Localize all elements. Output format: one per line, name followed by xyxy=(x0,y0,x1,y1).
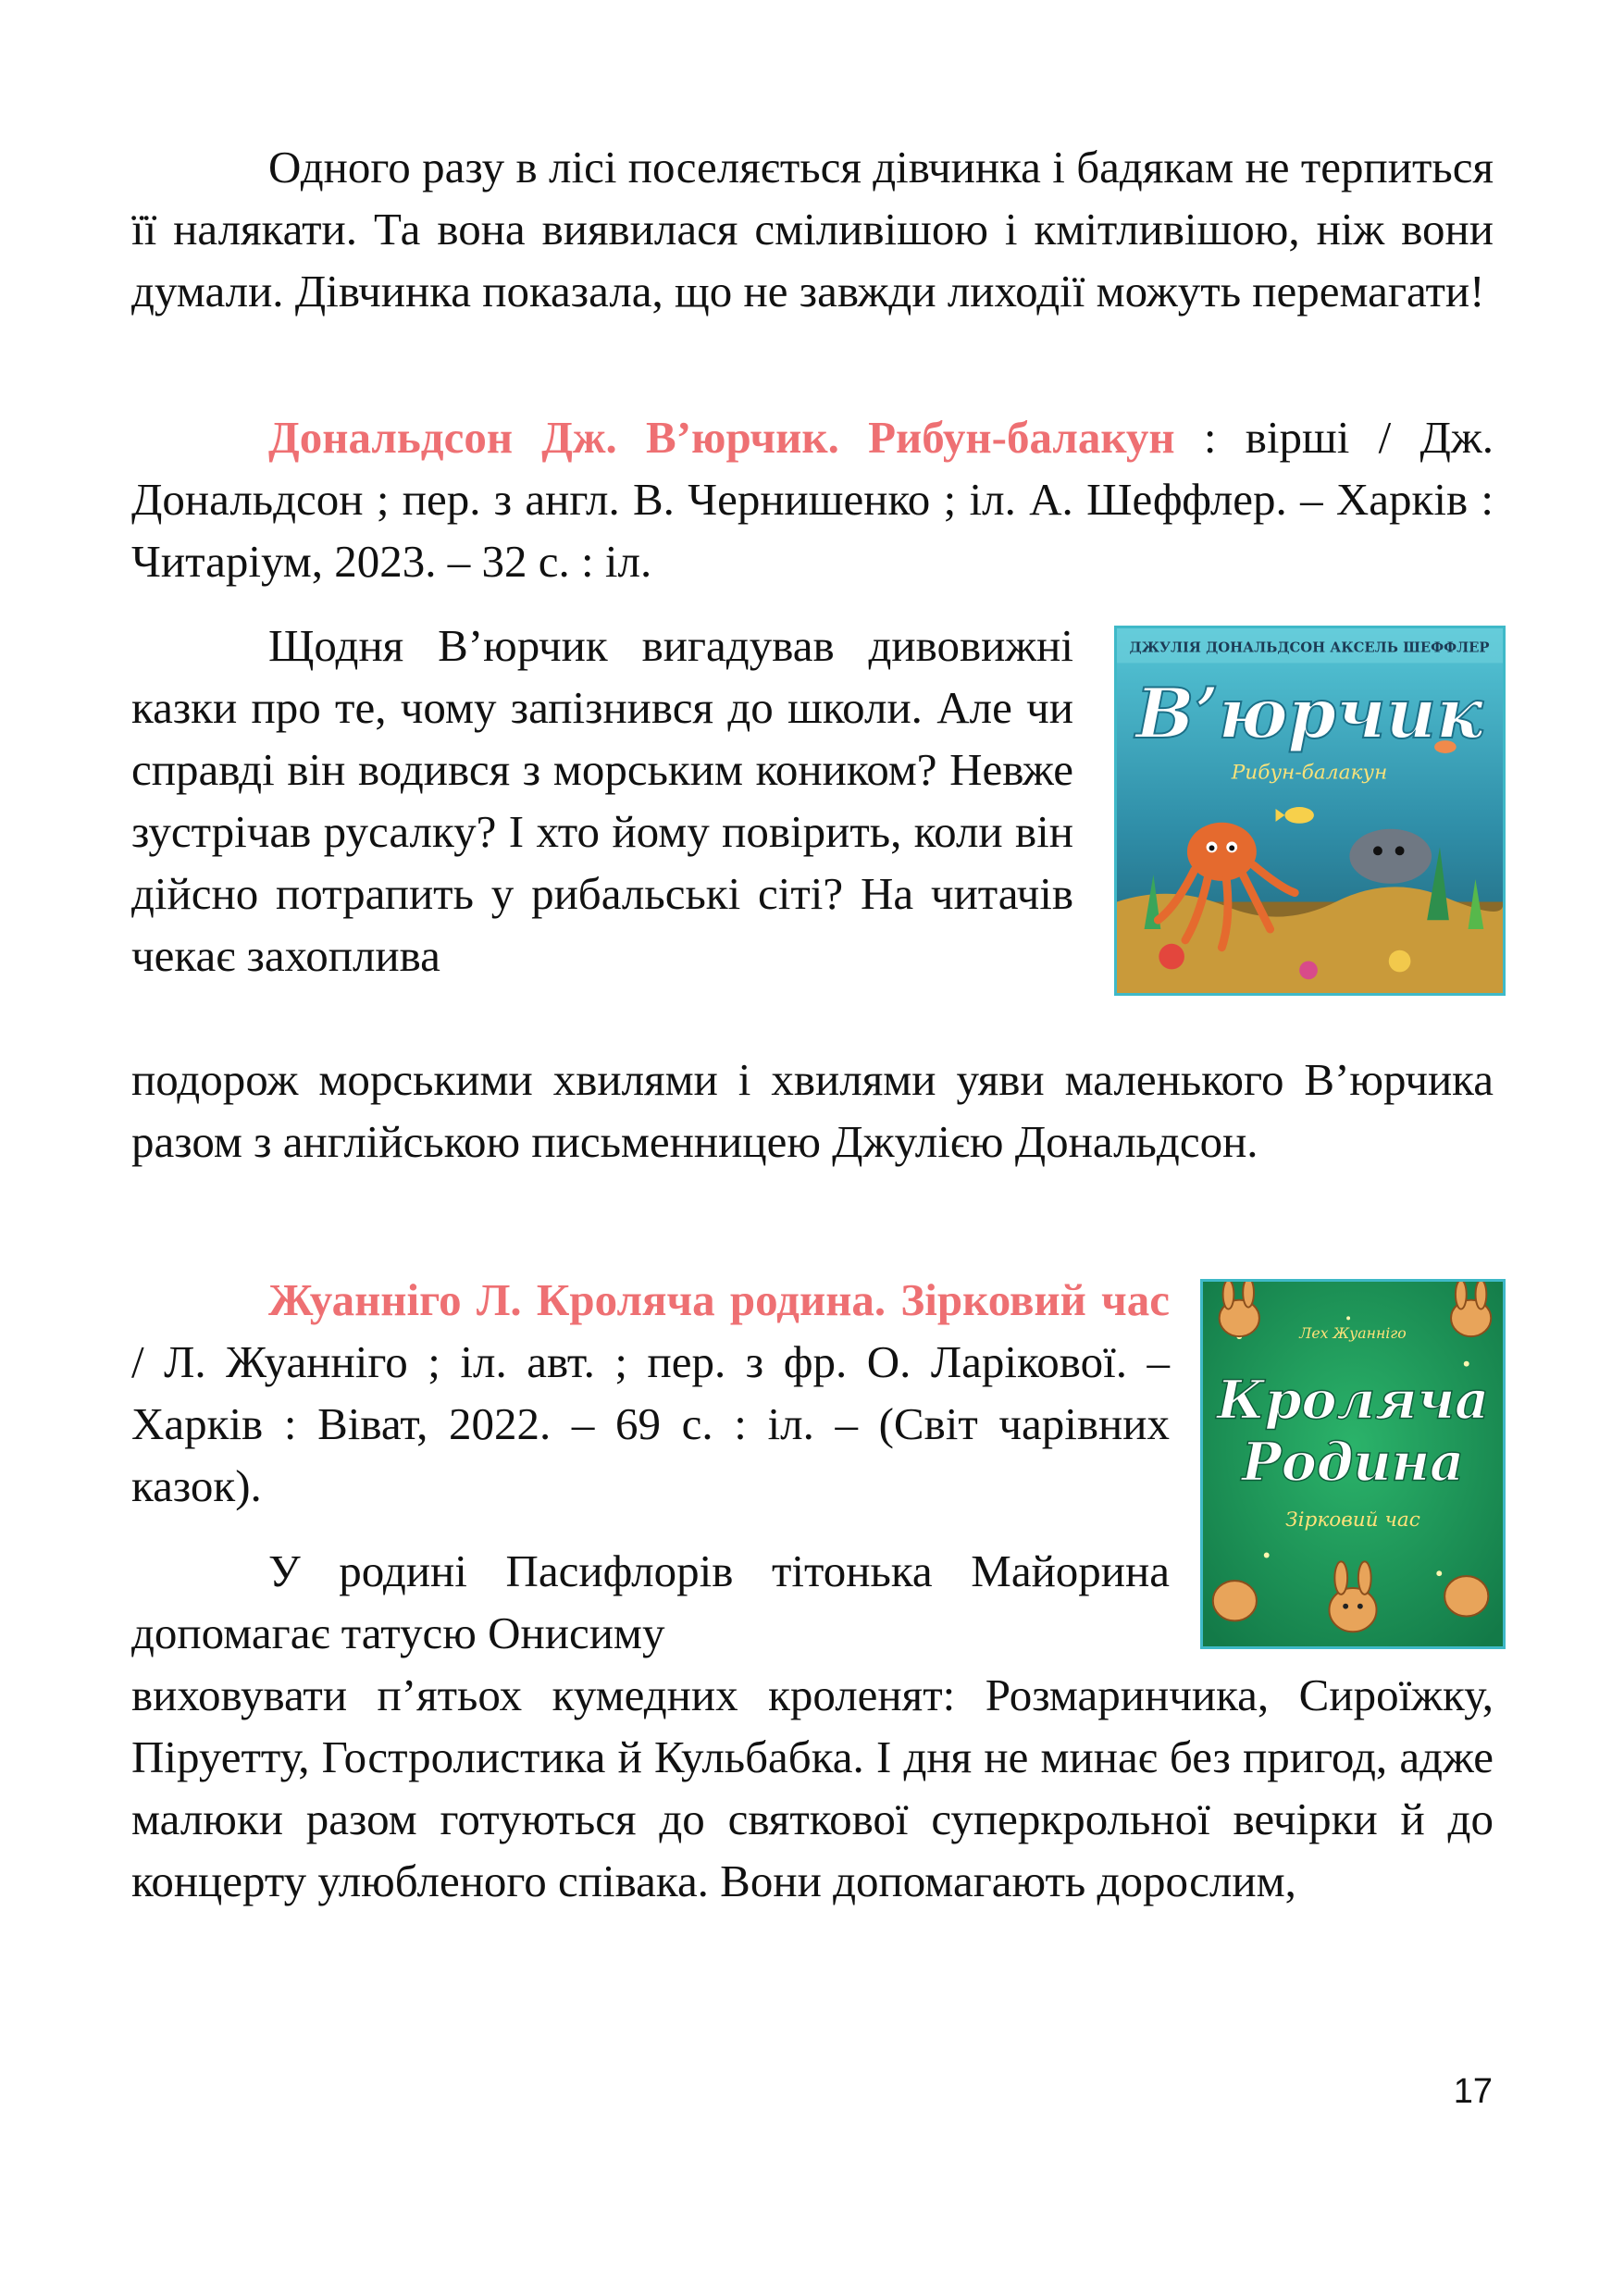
book1-cover-subtitle: Рибун-балакун xyxy=(1231,761,1388,785)
book2-cover-title-line1: Кроляча xyxy=(1216,1369,1490,1432)
book2-bibliography: / Л. Жуанніго ; іл. авт. ; пер. з фр. О. Ларікової. – Харків : Віват, 2022. – 69 с. : іл. – (Світ чарівних казок). xyxy=(131,1336,1170,1511)
book1-bibliography: : вірші / Дж. Дональдсон ; пер. з англ. В. Чернишенко ; іл. А. Шеффлер. – Харків : Читаріум, 2023. – 32 с. : іл. xyxy=(131,412,1494,587)
book2-cover-author: Лех Жуанніго xyxy=(1299,1324,1407,1343)
book1-title: Дональдсон Дж. В’юрчик. Рибун-балакун xyxy=(268,412,1175,463)
book2-cover-subtitle: Зірковий час xyxy=(1285,1508,1420,1532)
book1-cover-authors: ДЖУЛІЯ ДОНАЛЬДСОН АКСЕЛЬ ШЕФФЛЕР xyxy=(1129,639,1490,656)
book2-cover-illustration xyxy=(1203,1282,1503,1646)
book2-cover-image xyxy=(1200,1279,1506,1649)
book2-annotation-continued: виховувати п’ятьох кумедних кроленят: Розмаринчика, Сироїжку, Піруетту, Гостролистика й Кульбабка. І дня не минає без пригод, адже малюки разом готуються до святкової суперкрольної вечірки й до концерту улюбленого співака. Вони допомагають дорослим, xyxy=(131,1669,1494,1906)
book1-cover-illustration xyxy=(1117,628,1503,993)
page-number: 17 xyxy=(1453,2072,1493,2111)
book2-cover-title-line2: Родина xyxy=(1241,1431,1465,1494)
book1-citation xyxy=(131,406,1494,592)
book1-annotation-wrapped: Щодня В’юрчик вигадував дивовижні казки про те, чому запізнився до школи. Але чи справді він водився з морським коником? Невже зустрічав русалку? І хто йому повірить, коли він дійсно потрапить у рибальські сіті? На читачів чекає захоплива xyxy=(131,620,1073,981)
book1-annotation-continued: подорож морськими хвилями і хвилями уяви маленького В’юрчика разом з англійською письменницею Джулією Дональдсон. xyxy=(131,1054,1494,1167)
book2-citation xyxy=(131,1269,1170,1517)
book1-cover-image xyxy=(1114,626,1506,996)
book1-cover-title: Вʼюрчик xyxy=(1135,673,1483,755)
book2-annotation-wrapped: У родині Пасифлорів тітонька Майорина допомагає татусю Онисиму xyxy=(131,1545,1170,1658)
book2-title: Жуанніго Л. Кроляча родина. Зірковий час xyxy=(268,1274,1170,1325)
paragraph-intro: Одного разу в лісі поселяється дівчинка і бадякам не терпиться її налякати. Та вона виявилася сміливішою і кмітливішою, ніж вони думали. Дівчинка показала, що не завжди лиходії можуть перемагати! xyxy=(131,142,1494,316)
